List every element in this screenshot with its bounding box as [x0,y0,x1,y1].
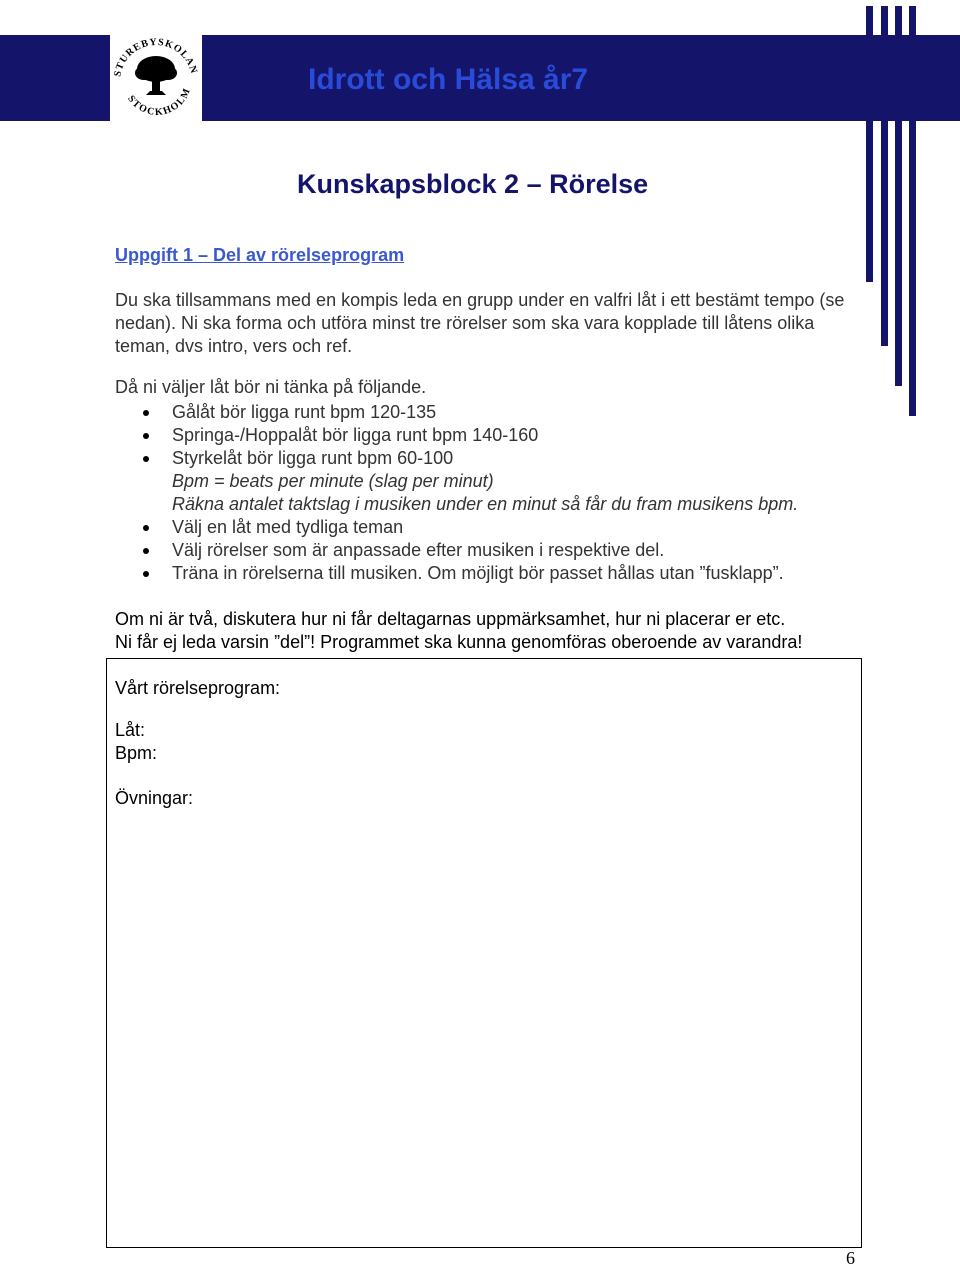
stripe [895,6,902,386]
list-item: Springa-/Hoppalåt bör ligga runt bpm 140-160 [140,424,880,447]
guideline-list [140,401,880,585]
list-item: Gålåt bör ligga runt bpm 120-135 [140,401,880,424]
program-form-box[interactable] [106,658,862,1248]
svg-text:STUREBYSKOLAN: STUREBYSKOLAN [112,36,200,78]
decorative-stripes [864,6,960,416]
page-number: 6 [846,1248,855,1268]
list-note: Räkna antalet taktslag i musiken under en minut så får du fram musikens bpm. [172,494,799,514]
list-item: Välj en låt med tydliga teman [140,516,880,539]
bpm-label: Bpm: [115,743,158,763]
svg-text:STOCKHOLM: STOCKHOLM [125,85,194,119]
program-label: Vårt rörelseprogram: [115,678,281,698]
document-title: Kunskapsblock 2 – Rörelse [297,169,649,199]
stripe [881,6,888,346]
outro-line: Om ni är två, diskutera hur ni får deltagarnas uppmärksamhet, hur ni placerar er etc. [115,609,786,629]
exercises-label: Övningar: [115,788,194,808]
task-heading: Uppgift 1 – Del av rörelseprogram [115,245,405,265]
stripe [909,6,916,416]
school-logo-image [110,33,202,123]
outro-paragraph [115,608,875,654]
list-item: Styrkelåt bör ligga runt bpm 60-100 [140,447,880,470]
outro-line: Ni får ej leda varsin ”del”! Programmet ska kunna genomföras oberoende av varandra! [115,632,803,652]
header-title: Idrott och Hälsa år7 [308,63,589,96]
lead-text: Då ni väljer låt bör ni tänka på följande. [115,377,427,397]
school-logo [110,33,202,123]
list-item: Välj rörelser som är anpassade efter musiken i respektive del. [140,539,880,562]
list-item: Träna in rörelserna till musiken. Om möjligt bör passet hållas utan ”fusklapp”. [140,562,880,585]
intro-paragraph: Du ska tillsammans med en kompis leda en grupp under en valfri låt i ett bestämt tempo (se nedan). Ni ska forma och utföra minst tre rörelser som ska vara kopplade till låtens olika teman, dvs intro, vers och ref. [115,290,845,356]
song-label: Låt: [115,720,146,740]
list-note: Bpm = beats per minute (slag per minut) [172,471,494,491]
stripe [866,6,873,282]
